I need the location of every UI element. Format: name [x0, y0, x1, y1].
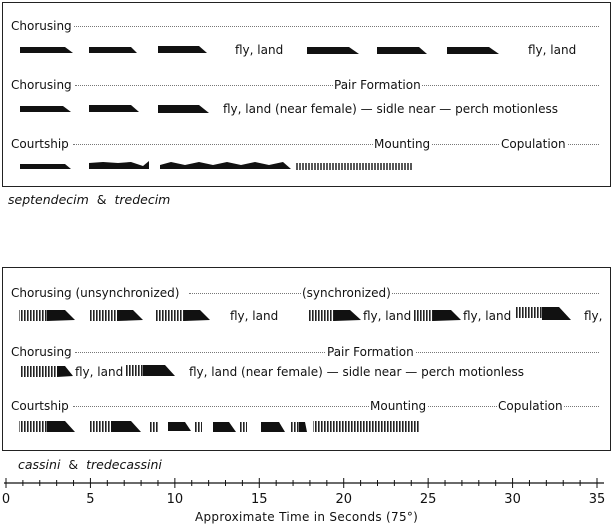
call-phrase — [20, 164, 71, 169]
tick-label: 10 — [166, 492, 184, 507]
phase-synchronized: (synchronized) — [302, 286, 391, 300]
courtship-wavy-phrase — [160, 162, 291, 169]
courtship-pulse — [213, 422, 247, 432]
call-phrase — [19, 421, 75, 432]
row-label-chorusing-unsynchronized: Chorusing (unsynchronized) — [11, 286, 180, 300]
courtship-pulse — [261, 422, 285, 432]
call-phrases-row2 — [21, 365, 175, 377]
call-phrase — [89, 47, 137, 53]
tick-label: 30 — [504, 492, 521, 507]
call-phrase — [89, 421, 141, 432]
call-phrase — [307, 47, 359, 54]
call-phrase — [20, 47, 73, 53]
behavior-sequence: fly, land (near female) — sidle near — perch motionless — [189, 365, 525, 379]
species-name: tredecassini — [86, 457, 162, 472]
tick-label: 25 — [419, 492, 437, 507]
behavior-fly-land: fly, land — [230, 309, 279, 323]
song-traces-top — [3, 3, 610, 186]
behavior-fly-land: fly, land — [363, 309, 412, 323]
call-phrases-row2 — [20, 105, 209, 113]
species-caption-bottom — [18, 457, 162, 472]
call-phrase — [158, 105, 209, 113]
row-label-chorusing: Chorusing — [11, 345, 72, 359]
ampersand: & — [96, 192, 107, 207]
behavior-fly-land: fly, land — [235, 43, 284, 57]
behavior-fly-land: fly, land — [528, 43, 577, 57]
species-name: tredecim — [114, 192, 171, 207]
courtship-buzz — [313, 421, 419, 432]
courtship-pulse — [149, 422, 159, 432]
call-phrase — [125, 365, 175, 376]
call-phrase — [308, 310, 361, 321]
tick-label: 5 — [86, 492, 95, 507]
behavior-fly: fly, — [584, 309, 603, 323]
song-traces-bottom — [3, 268, 610, 450]
species-caption-top — [8, 192, 170, 207]
phase-pair-formation: Pair Formation — [327, 345, 414, 359]
call-phrase — [89, 310, 143, 321]
row-label-courtship: Courtship — [11, 399, 69, 413]
axis-title: Approximate Time in Seconds (75°) — [195, 510, 419, 524]
row-label-courtship: Courtship — [11, 137, 69, 151]
species-name: cassini — [18, 457, 61, 472]
call-phrase-modulated — [89, 161, 149, 169]
tick-label: 20 — [335, 492, 352, 507]
phase-pair-formation: Pair Formation — [334, 78, 421, 92]
tick-label: 0 — [1, 492, 11, 507]
phase-mounting: Mounting — [370, 399, 427, 413]
call-phrase — [20, 106, 71, 112]
call-phrase — [413, 310, 461, 321]
species-name: septendecim — [8, 192, 89, 207]
phase-copulation: Copulation — [501, 137, 566, 151]
axis-ticks — [2, 478, 605, 507]
call-phrase — [19, 310, 75, 321]
call-phrase — [447, 47, 499, 54]
call-phrase — [156, 310, 210, 321]
call-phrases-row1 — [20, 46, 499, 54]
septendecim-tredecim-panel — [2, 2, 611, 187]
courtship-pulse — [291, 422, 307, 432]
ampersand: & — [68, 457, 79, 472]
call-phrase — [377, 47, 427, 54]
call-phrase — [21, 366, 73, 377]
phase-mounting: Mounting — [374, 137, 431, 151]
behavior-fly-land: fly, land — [75, 365, 124, 379]
row-label-chorusing: Chorusing — [11, 19, 72, 33]
tick-label: 15 — [251, 492, 268, 507]
row-label-chorusing: Chorusing — [11, 78, 72, 92]
call-phrases-row1 — [19, 307, 571, 321]
call-phrase — [89, 105, 139, 112]
behavior-sequence: fly, land (near female) — sidle near — perch motionless — [223, 102, 559, 116]
call-phrase — [158, 46, 207, 53]
call-phrase — [516, 307, 571, 320]
courtship-pulse — [168, 422, 202, 432]
tick-label: 35 — [588, 492, 606, 507]
courtship-buzz — [297, 163, 411, 170]
phase-copulation: Copulation — [498, 399, 563, 413]
behavior-fly-land: fly, land — [463, 309, 512, 323]
courtship-signals — [19, 421, 419, 432]
courtship-signals — [20, 161, 291, 169]
cassini-tredecassini-panel — [2, 267, 611, 451]
